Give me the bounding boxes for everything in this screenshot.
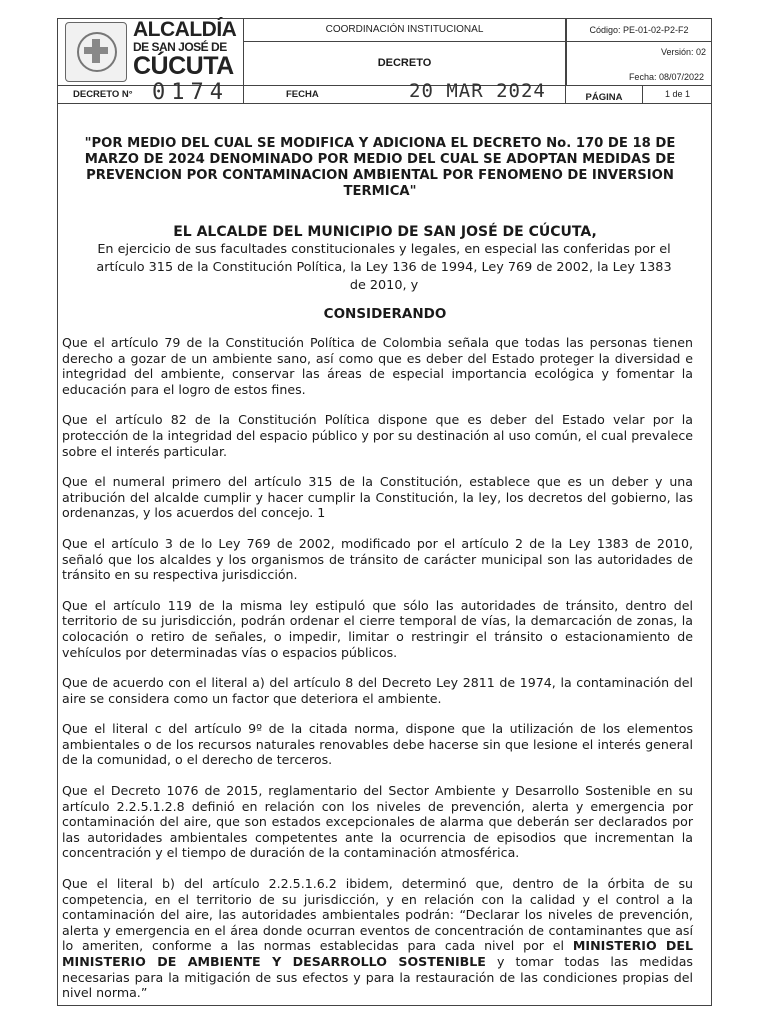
ministry-name: MINISTERIO DEL MINISTERIO DE AMBIENTE Y DESARROLLO SOSTENIBLE — [62, 938, 693, 969]
paragraph: Que el artículo 82 de la Constitución Política dispone que es deber del Estado velar por la protección de la integridad del espacio público y por su destinación al uso común, el cual prevalece sobre el interés particular. — [62, 412, 693, 459]
paragraph: Que el artículo 119 de la misma ley estipuló que sólo las autoridades de tránsito, dentro del territorio de su jurisdicción, podrán ordenar el cierre temporal de vías, la demarcación de zonas, la colocación o retiro de señales, o impedir, limitar o restringir el tránsito o estacionamiento de vehículos por determinadas vías o espacios públicos. — [62, 597, 693, 660]
codigo-cell: Código: PE-01-02-P2-F2 — [566, 18, 712, 42]
fecha-cell — [244, 80, 566, 104]
pagina-value: 1 de 1 — [643, 86, 712, 104]
logo-cell — [57, 18, 244, 86]
paragraph-text: Que el literal b) del artículo 2.2.5.1.6.2 ibidem, determinó que, dentro de la órbita de su competencia, en el territorio de su jurisdicción, y en relación con la calidad y el control a la contaminación del aire, las autoridades ambientales podrán: “Declarar los niveles de prevención, alerta y emergencia en el área donde ocurran eventos de concentración de contaminantes que así lo ameriten, conforme a las normas establecidas para cada nivel por el — [62, 876, 693, 954]
document-header — [57, 18, 712, 104]
paragraph: Que el numeral primero del artículo 315 de la Constitución, establece que es un deber y una atribución del alcalde cumplir y hacer cumplir la Constitución, la ley, los decretos del gobierno, las ordenanzas, y los acuerdos del concejo. 1 — [62, 474, 693, 521]
paragraph-last — [62, 876, 693, 1001]
fecha-form-cell: Fecha: 08/07/2022 — [566, 62, 712, 86]
doc-type-cell: DECRETO — [244, 42, 566, 86]
logo-line-1: ALCALDÍA — [133, 18, 237, 41]
decreto-number-cell — [57, 80, 244, 105]
paragraph: Que el artículo 79 de la Constitución Política de Colombia señala que todas las personas tienen derecho a gozar de un ambiente sano, así como que es deber del Estado proteger la diversidad e integridad del ambiente, conservar las áreas de especial importancia ecológica y fomentar la educación para el logro de estos fines. — [62, 335, 693, 397]
considerations-body — [62, 335, 693, 1016]
version-text: Versión: 02 — [660, 47, 706, 57]
fecha-stamp: 20 MAR 2024 — [409, 80, 546, 102]
paragraph-text: y tomar todas las medidas necesarias para la mitigación de sus efectos y para la restauración de las condiciones propias del nivel norma.” — [62, 954, 693, 1001]
alcaldia-logo-text — [133, 20, 239, 79]
decree-title: "POR MEDIO DEL CUAL SE MODIFICA Y ADICIONA EL DECRETO No. 170 DE 18 DE MARZO DE 2024 DENOMINADO POR MEDIO DEL CUAL SE ADOPTAN MEDIDAS DE PREVENCION POR CONTAMINACION AMBIENTAL POR FENOMENO DE INVERSION TERMICA" — [84, 136, 676, 199]
decreto-label: DECRETO N° — [73, 89, 133, 100]
logo-line-2: DE SAN JOSÉ DE — [133, 40, 227, 54]
logo-line-3: CÚCUTA — [133, 52, 234, 80]
department-cell: COORDINACIÓN INSTITUCIONAL — [244, 18, 566, 42]
coat-of-arms-icon — [65, 22, 127, 82]
decreto-number: 0174 — [152, 80, 229, 105]
authority-heading: EL ALCALDE DEL MUNICIPIO DE SAN JOSÉ DE CÚCUTA, — [173, 224, 597, 240]
pagina-label: PÁGINA — [585, 92, 623, 103]
paragraph: Que el Decreto 1076 de 2015, reglamentario del Sector Ambiente y Desarrollo Sostenible en su artículo 2.2.5.1.2.8 definió en relación con los niveles de prevención, alerta y emergencia por contaminación del aire, que son estados excepcionales de alarma que deberán ser declarados por las autoridades ambientales competentes ante la ocurrencia de episodios que incrementan la concentración y el tiempo de duración de la contaminación atmosférica. — [62, 783, 693, 861]
pagina-label-cell — [566, 86, 643, 104]
powers-text: En ejercicio de sus facultades constitucionales y legales, en especial las conferidas por el artículo 315 de la Constitución Política, la Ley 136 de 1994, Ley 769 de 2002, la Ley 1383 de 2010, y — [96, 242, 672, 293]
considerando-heading: CONSIDERANDO — [323, 306, 447, 322]
paragraph: Que de acuerdo con el literal a) del artículo 8 del Decreto Ley 2811 de 1974, la contaminación del aire se considera como un factor que deteriora el ambiente. — [62, 675, 693, 706]
paragraph: Que el artículo 3 de lo Ley 769 de 2002, modificado por el artículo 2 de la Ley 1383 de 2010, señaló que los alcaldes y los organismos de tránsito de carácter municipal son las autoridades de tránsito en su respectiva jurisdicción. — [62, 535, 693, 583]
fecha-label: FECHA — [286, 89, 319, 100]
paragraph: Que el literal c del artículo 9º de la citada norma, dispone que la utilización de los elementos ambientales o de los recursos naturales renovables debe hacerse sin que lesione el interés general de la comunidad, o el derecho de terceros. — [62, 721, 693, 768]
